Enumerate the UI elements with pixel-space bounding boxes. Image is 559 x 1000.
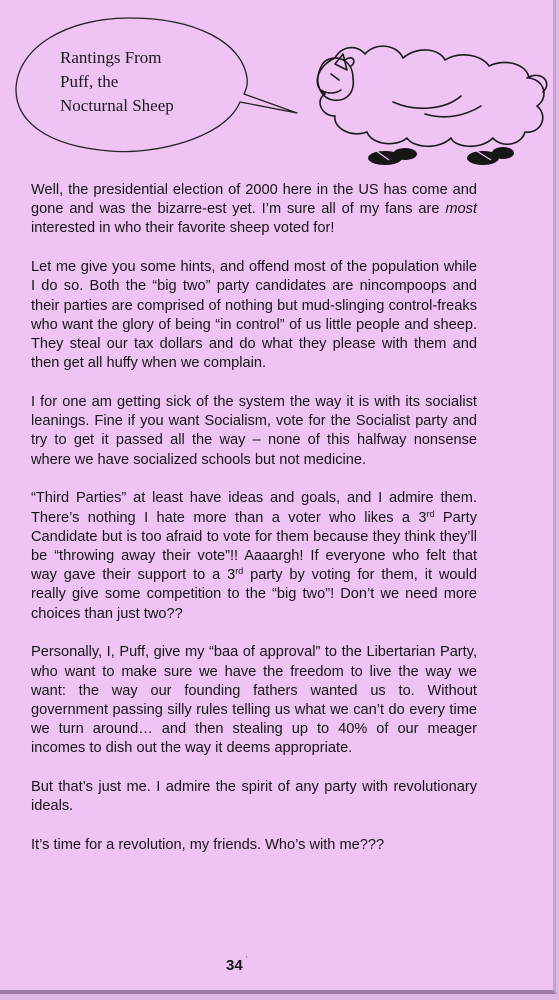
bubble-title: Rantings From Puff, the Nocturnal Sheep	[60, 48, 174, 115]
page-tick-mark: '	[246, 955, 248, 964]
article-body	[31, 181, 477, 855]
paragraph-libertarian: Personally, I, Puff, give my “baa of approval” to the Libertarian Party, who want to make sure we have the freedom to live the way we want: the way our founding fathers wanted us to. Without government passing silly rules telling us what we can’t do every time we turn around… and then stealing up to 40% of our meager incomes to dish out the way it deems appropriate.	[31, 644, 477, 757]
paragraph-socialism: I for one am getting sick of the system the way it is with its socialist leanings. Fine if you want Socialism, vote for the Socialist party and try to get it passed all the way – none of this halfway nonsense where we have socialized schools but not medicine.	[31, 394, 477, 468]
paragraph-closing: It’s time for a revolution, my friends. Who’s with me???	[31, 837, 385, 854]
speech-bubble	[10, 10, 300, 160]
sheep-drawing-icon	[305, 40, 555, 175]
paragraph-election: Well, the presidential election of 2000 here in the US has come and gone and was the bizarre-est yet. I’m sure all of my fans are most interested in who their favorite sheep voted for!	[31, 182, 477, 237]
paragraph-revolutionary: But that’s just me. I admire the spirit of any party with revolutionary ideals.	[31, 779, 477, 815]
page-number: 34	[226, 957, 243, 974]
paragraph-hints: Let me give you some hints, and offend most of the population while I do so. Both the “big two” party candidates are nincompoops and their parties are comprised of nothing but mud-slinging control-freaks who want the glory of being “in control” of us little people and sheep. They steal our tax dollars and do what they please with them and then get all huffy when we complain.	[31, 259, 477, 372]
paragraph-third-parties: “Third Parties” at least have ideas and goals, and I admire them. There’s nothing I hate more than a voter who likes a 3rd Party Candidate but is too afraid to vote for them because they think they’ll be “throwing away their vote”!! Aaaargh! If everyone who felt that way gave their support to a 3rd party by voting for them, it would really give some competition to the “big two”! Don’t we need more choices than just two??	[31, 490, 477, 622]
